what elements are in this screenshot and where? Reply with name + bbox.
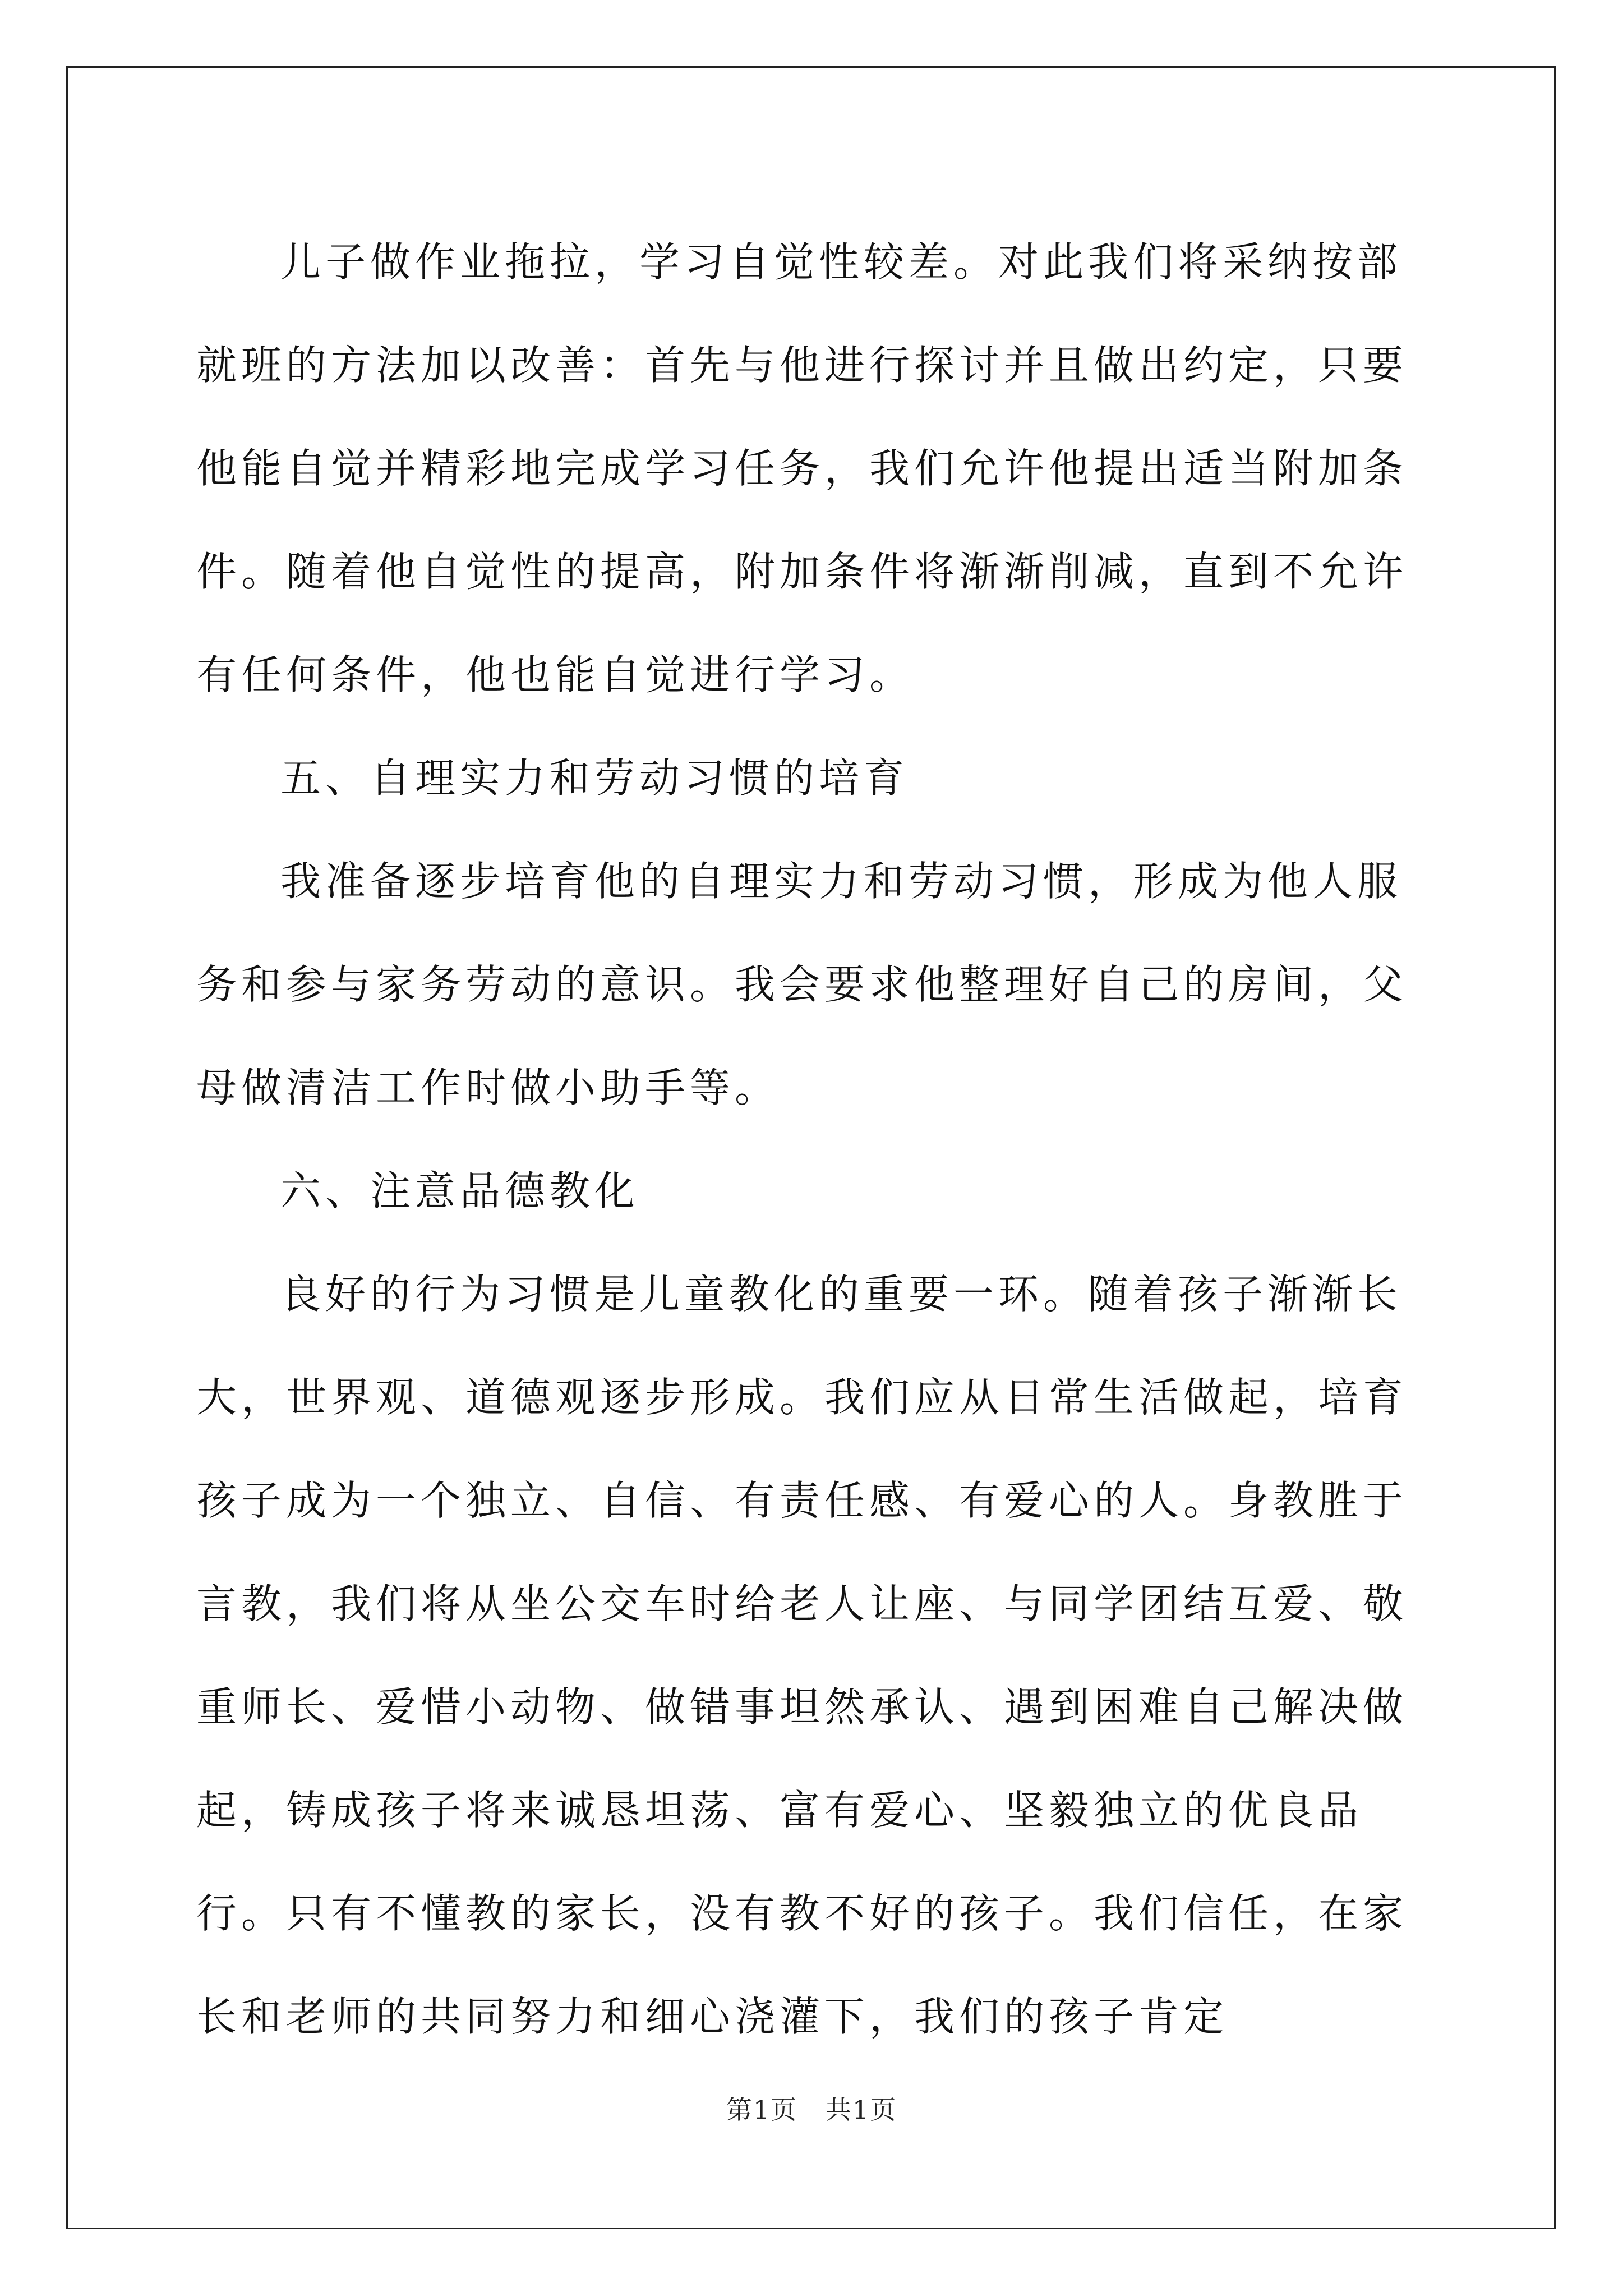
heading-self-care: 五、自理实力和劳动习惯的培育 <box>280 754 909 802</box>
paragraph-morality: 良好的行为习惯是儿童教化的重要一环。随着孩子渐渐长大，世界观、道德观逐步形成。我们应从日常生活做起，培育孩子成为一个独立、自信、有责任感、有爱心的人。身教胜于言教，我们将从坐公交车时给老人让座、与同学团结互爱、敬重师长、爱惜小动物、做错事坦然承认、遇到困难自己解决做起，铸成孩子将来诚恳坦荡、富有爱心、坚毅独立的优良品行。只有不懂教的家长，没有教不好的孩子。我们信任，在家长和老师的共同努力和细心浇灌下，我们的孩子肯定 <box>196 1271 1408 2040</box>
document-body <box>196 210 1427 2068</box>
paragraph-homework: 儿子做作业拖拉，学习自觉性较差。对此我们将采纳按部就班的方法加以改善：首先与他进行探讨并且做出约定，只要他能自觉并精彩地完成学习任务，我们允许他提出适当附加条件。随着他自觉性的提高，附加条件将渐渐削减，直到不允许有任何条件，他也能自觉进行学习。 <box>196 238 1408 698</box>
paragraph-self-care: 我准备逐步培育他的自理实力和劳动习惯，形成为他人服务和参与家务劳动的意识。我会要求他整理好自己的房间，父母做清洁工作时做小助手等。 <box>196 858 1408 1111</box>
heading-morality: 六、注意品德教化 <box>280 1167 640 1214</box>
page-footer: 第1页 共1页 <box>726 2095 897 2125</box>
